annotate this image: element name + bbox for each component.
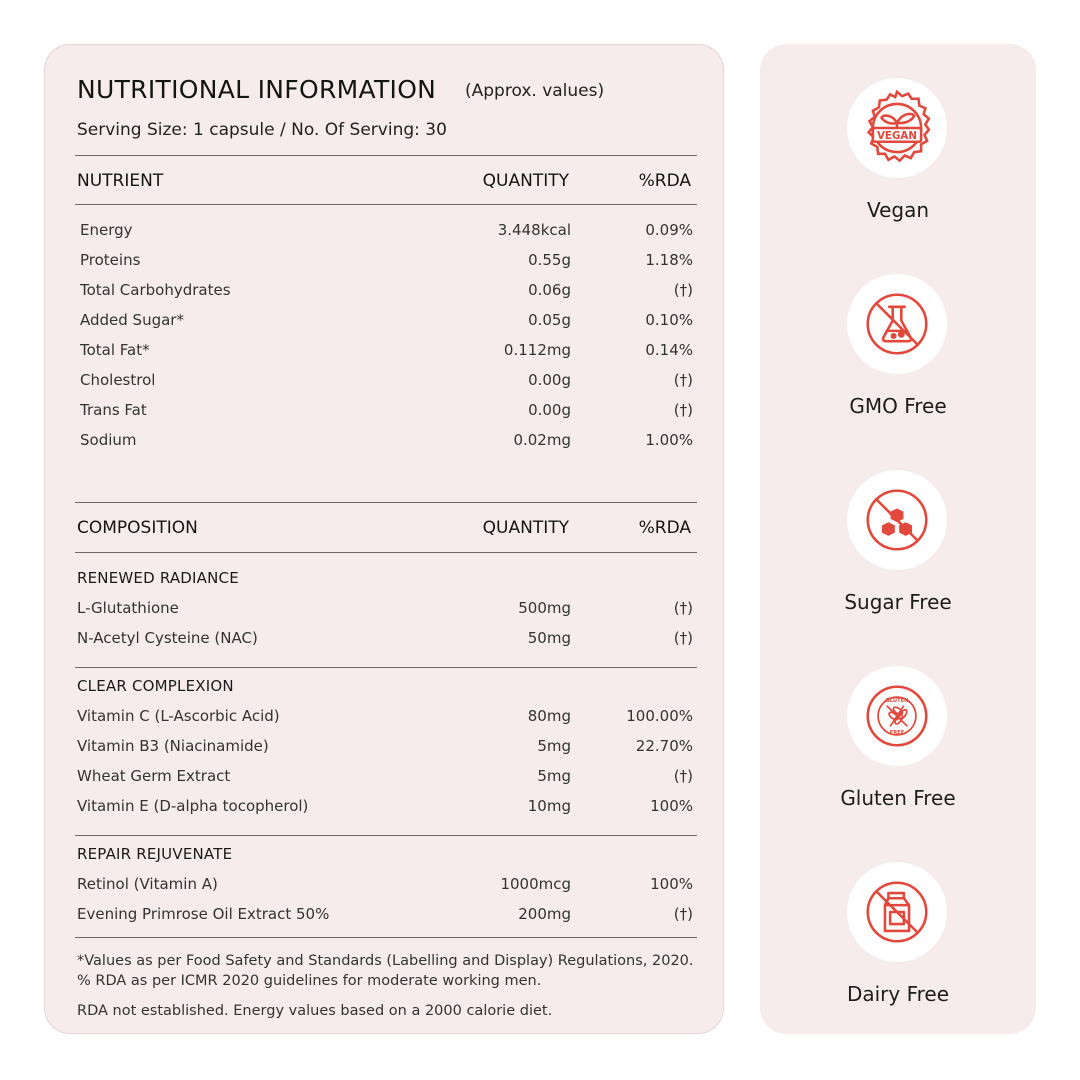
quantity-header: QUANTITY <box>482 171 569 191</box>
ingredient-rda: 100% <box>650 875 693 893</box>
icon-circle <box>847 470 947 570</box>
nutrient-name: Total Carbohydrates <box>80 281 231 299</box>
footnote: *Values as per Food Safety and Standards (Labelling and Display) Regulations, 2020. % RDA as per ICMR 2020 guidelines for moderate working men. <box>77 953 694 989</box>
badge-gluten-free <box>760 666 1036 836</box>
composition-header: COMPOSITION <box>77 518 198 538</box>
rda-header: %RDA <box>638 171 691 191</box>
ingredient-rda: (†) <box>673 767 693 785</box>
table-row <box>45 629 725 659</box>
table-row <box>45 599 725 629</box>
title-note: (Approx. values) <box>465 81 605 101</box>
badge-label: Gluten Free <box>840 786 956 810</box>
nutrient-rda: (†) <box>673 281 693 299</box>
ingredient-rda: 100% <box>650 797 693 815</box>
ingredient-quantity: 50mg <box>527 629 571 647</box>
nutrient-rda: 0.14% <box>645 341 693 359</box>
badges-panel <box>760 44 1036 1034</box>
composition-group-title: REPAIR REJUVENATE <box>77 845 233 863</box>
ingredient-name: Vitamin C (L-Ascorbic Acid) <box>77 707 280 725</box>
quantity-header: QUANTITY <box>482 518 569 538</box>
ingredient-rda: (†) <box>673 629 693 647</box>
ingredient-quantity: 80mg <box>527 707 571 725</box>
badge-gmo-free <box>760 274 1036 444</box>
nutrient-quantity: 0.05g <box>528 311 571 329</box>
ingredient-name: L-Glutathione <box>77 599 179 617</box>
ingredient-quantity: 500mg <box>518 599 571 617</box>
composition-group-title: CLEAR COMPLEXION <box>77 677 234 695</box>
divider <box>75 552 697 553</box>
ingredient-rda: (†) <box>673 905 693 923</box>
table-row <box>45 311 725 341</box>
nutrient-name: Added Sugar* <box>80 311 184 329</box>
ingredient-quantity: 5mg <box>537 767 571 785</box>
ingredient-name: Evening Primrose Oil Extract 50% <box>77 905 330 923</box>
nutrient-rda: (†) <box>673 401 693 419</box>
nutrient-quantity: 0.02mg <box>513 431 571 449</box>
nutrient-rda: (†) <box>673 371 693 389</box>
table-row <box>45 431 725 461</box>
icon-circle <box>847 666 947 766</box>
ingredient-quantity: 5mg <box>537 737 571 755</box>
ingredient-name: N-Acetyl Cysteine (NAC) <box>77 629 258 647</box>
nutrition-panel <box>44 44 724 1034</box>
divider <box>75 667 697 668</box>
icon-circle <box>847 78 947 178</box>
nutrient-rda: 1.18% <box>645 251 693 269</box>
rda-header: %RDA <box>638 518 691 538</box>
gmo-free-flask-icon <box>854 281 940 367</box>
nutrient-quantity: 0.00g <box>528 371 571 389</box>
vegan-seal-text: VEGAN <box>876 130 918 143</box>
divider <box>75 502 697 503</box>
table-row <box>45 707 725 737</box>
nutrient-name: Trans Fat <box>80 401 147 419</box>
table-row <box>45 281 725 311</box>
composition-group-title: RENEWED RADIANCE <box>77 569 239 587</box>
ingredient-quantity: 10mg <box>527 797 571 815</box>
nutrient-quantity: 0.06g <box>528 281 571 299</box>
table-row <box>45 875 725 905</box>
ingredient-name: Retinol (Vitamin A) <box>77 875 218 893</box>
nutrient-header: NUTRIENT <box>77 171 164 191</box>
table-row <box>45 221 725 251</box>
nutrient-quantity: 3.448kcal <box>497 221 571 239</box>
divider <box>75 937 697 938</box>
nutrient-name: Energy <box>80 221 133 239</box>
table-row <box>45 737 725 767</box>
icon-circle <box>847 274 947 374</box>
ingredient-name: Vitamin E (D-alpha tocopherol) <box>77 797 309 815</box>
ingredient-quantity: 1000mcg <box>500 875 571 893</box>
nutrient-name: Proteins <box>80 251 141 269</box>
nutrient-name: Cholestrol <box>80 371 156 389</box>
nutrient-rda: 1.00% <box>645 431 693 449</box>
table-row <box>45 251 725 281</box>
nutrient-name: Total Fat* <box>80 341 150 359</box>
nutrient-quantity: 0.112mg <box>503 341 571 359</box>
badge-vegan <box>760 78 1036 248</box>
ingredient-quantity: 200mg <box>518 905 571 923</box>
badge-sugar-free <box>760 470 1036 640</box>
nutrient-rda: 0.09% <box>645 221 693 239</box>
sugar-free-cubes-icon <box>854 477 940 563</box>
table-row <box>45 905 725 935</box>
badge-label: Sugar Free <box>844 590 952 614</box>
gluten-seal-text: GLUTEN <box>885 698 909 705</box>
gluten-free-wheat-icon <box>854 673 940 759</box>
badge-label: Vegan <box>866 198 930 222</box>
table-row <box>45 767 725 797</box>
nutrient-quantity: 0.55g <box>528 251 571 269</box>
divider <box>75 155 697 156</box>
table-row <box>45 371 725 401</box>
page-title: NUTRITIONAL INFORMATION <box>77 75 437 104</box>
badge-dairy-free <box>760 862 1036 1032</box>
footnote: RDA not established. Energy values based on a 2000 calorie diet. <box>77 1003 553 1019</box>
ingredient-name: Wheat Germ Extract <box>77 767 231 785</box>
divider <box>75 204 697 205</box>
nutrient-quantity: 0.00g <box>528 401 571 419</box>
vegan-seal-icon <box>854 85 940 171</box>
free-seal-text: FREE <box>889 730 905 737</box>
icon-circle <box>847 862 947 962</box>
ingredient-name: Vitamin B3 (Niacinamide) <box>77 737 269 755</box>
divider <box>75 835 697 836</box>
ingredient-rda: 22.70% <box>635 737 693 755</box>
table-row <box>45 797 725 827</box>
ingredient-rda: 100.00% <box>626 707 693 725</box>
nutrient-rda: 0.10% <box>645 311 693 329</box>
nutrient-name: Sodium <box>80 431 137 449</box>
badge-label: GMO Free <box>849 394 947 418</box>
ingredient-rda: (†) <box>673 599 693 617</box>
table-row <box>45 401 725 431</box>
dairy-free-carton-icon <box>854 869 940 955</box>
serving-info: Serving Size: 1 capsule / No. Of Serving: 30 <box>77 120 447 140</box>
table-row <box>45 341 725 371</box>
badge-label: Dairy Free <box>846 982 950 1006</box>
